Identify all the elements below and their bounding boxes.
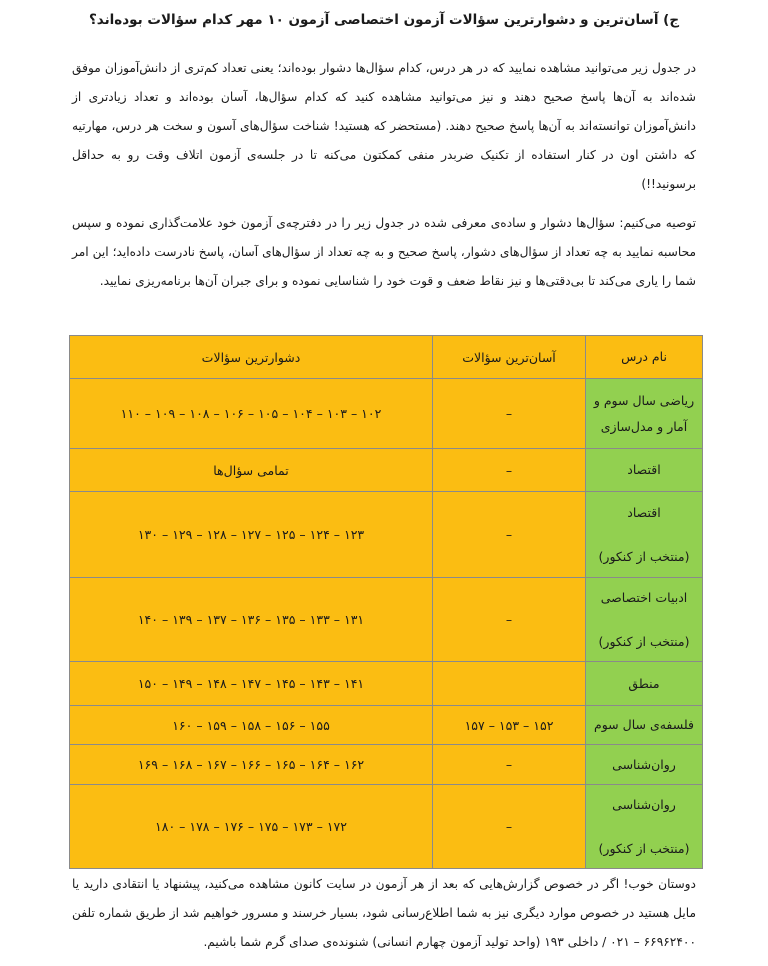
questions-table (69, 335, 703, 869)
subject-cell (586, 662, 703, 706)
page-title: ج) آسان‌ترین و دشوارترین سؤالات آزمون اختصاصی آزمون ۱۰ مهر کدام سؤالات بوده‌اند؟ (88, 12, 680, 28)
subject-line: روان‌شناسی (612, 796, 676, 812)
subject-cell (586, 379, 703, 449)
subject-line: اقتصاد (627, 504, 661, 520)
subject-cell (586, 706, 703, 745)
easiest-cell: – (433, 449, 586, 492)
subject-cell (586, 578, 703, 662)
subject-line-2: (منتخب از کنکور) (598, 840, 690, 856)
subject-line: ریاضی سال سوم و (593, 392, 695, 408)
header-hardest: دشوارترین سؤالات (70, 336, 433, 379)
easiest-cell (433, 662, 586, 706)
subject-line: فلسفه‌ی سال سوم (593, 717, 695, 732)
subject-cell (586, 745, 703, 785)
recommendation-paragraph: توصیه می‌کنیم: سؤال‌ها دشوار و ساده‌ی معرفی شده در جدول زیر را در دفترچه‌ی آزمون خود علامت‌گذاری نموده و سپس محاسبه نمایید به چه تعداد از سؤال‌های دشوار، پاسخ صحیح و به چه تعداد از سؤال‌های آسان، پاسخ نادرست داده‌اید؛ این امر شما را یاری می‌کند تا بی‌دقتی‌ها و نیز نقاط ضعف و قوت خود را شناسایی نموده و برای جبران آن‌ها برنامه‌ریزی نمایید. (72, 216, 696, 288)
table-row (70, 492, 703, 578)
table-row (70, 785, 703, 869)
table-row (70, 379, 703, 449)
hardest-cell: تمامی سؤال‌ها (70, 449, 433, 492)
subject-line: منطق (628, 675, 660, 691)
subject-line: روان‌شناسی (612, 756, 676, 772)
subject-line-2: (منتخب از کنکور) (598, 548, 690, 564)
easiest-cell: – (433, 785, 586, 869)
subject-line: ادبیات اختصاصی (600, 589, 688, 605)
table-row (70, 745, 703, 785)
hardest-cell: ۱۷۲ – ۱۷۳ – ۱۷۵ – ۱۷۶ – ۱۷۸ – ۱۸۰ (70, 785, 433, 869)
easiest-cell: – (433, 745, 586, 785)
table-header-row (70, 336, 703, 379)
hardest-cell: ۱۳۱ – ۱۳۳ – ۱۳۵ – ۱۳۶ – ۱۳۷ – ۱۳۹ – ۱۴۰ (70, 578, 433, 662)
closing-paragraph: دوستان خوب! اگر در خصوص گزارش‌هایی که بعد از هر آزمون در سایت کانون مشاهده می‌کنید، پیشنهاد یا انتقادی دارید یا مایل هستید در خصوص موارد دیگری نیز به شما اطلاع‌رسانی شود، بسیار خرسند و مسرور خواهیم شد از طریق شماره تلفن ۶۶۹۶۲۴۰۰ – ۰۲۱ / داخلی ۱۹۳ (واحد تولید آزمون چهارم انسانی) شنونده‌ی صدای گرم شما باشیم. (71, 877, 696, 949)
table-row (70, 449, 703, 492)
easiest-cell: – (433, 379, 586, 449)
subject-cell (586, 449, 703, 492)
hardest-cell: ۱۶۲ – ۱۶۴ – ۱۶۵ – ۱۶۶ – ۱۶۷ – ۱۶۸ – ۱۶۹ (70, 745, 433, 785)
header-easiest: آسان‌ترین سؤالات (433, 336, 586, 379)
subject-line: اقتصاد (627, 462, 661, 477)
hardest-cell: ۱۰۲ – ۱۰۳ – ۱۰۴ – ۱۰۵ – ۱۰۶ – ۱۰۸ – ۱۰۹ – ۱۱۰ (70, 379, 433, 449)
subject-cell (586, 785, 703, 869)
subject-line-2: (منتخب از کنکور) (598, 633, 690, 649)
easiest-cell: ۱۵۲ – ۱۵۳ – ۱۵۷ (433, 706, 586, 745)
table-row (70, 706, 703, 745)
subject-cell (586, 492, 703, 578)
intro-paragraph: در جدول زیر می‌توانید مشاهده نمایید که در هر درس، کدام سؤال‌ها دشوار بوده‌اند؛ یعنی تعداد کم‌تری از دانش‌آموزان موفق شده‌اند به آن‌ها پاسخ صحیح دهند و نیز می‌توانید مشاهده کنید که کدام سؤال‌ها، آسان بوده‌اند و تعداد زیادتری از دانش‌آموزان توانسته‌اند به آن‌ها پاسخ صحیح دهند. (مستحضر که هستید! شناخت سؤال‌های آسون و سخت هر درس، مهارتیه که داشتن اون در کنار استفاده از تکنیک ضربدر منفی کمکتون می‌کنه تا در جلسه‌ی آزمون اتلاف وقت رو به حداقل برسونید!!) (72, 61, 696, 191)
hardest-cell: ۱۲۳ – ۱۲۴ – ۱۲۵ – ۱۲۷ – ۱۲۸ – ۱۲۹ – ۱۳۰ (70, 492, 433, 578)
header-subject: نام درس (586, 336, 703, 379)
hardest-cell: ۱۴۱ – ۱۴۳ – ۱۴۵ – ۱۴۷ – ۱۴۸ – ۱۴۹ – ۱۵۰ (70, 662, 433, 706)
easiest-cell: – (433, 492, 586, 578)
hardest-cell: ۱۵۵ – ۱۵۶ – ۱۵۸ – ۱۵۹ – ۱۶۰ (70, 706, 433, 745)
subject-line-2: آمار و مدل‌سازی (600, 418, 688, 434)
table-row (70, 578, 703, 662)
table-row (70, 662, 703, 706)
easiest-cell: – (433, 578, 586, 662)
